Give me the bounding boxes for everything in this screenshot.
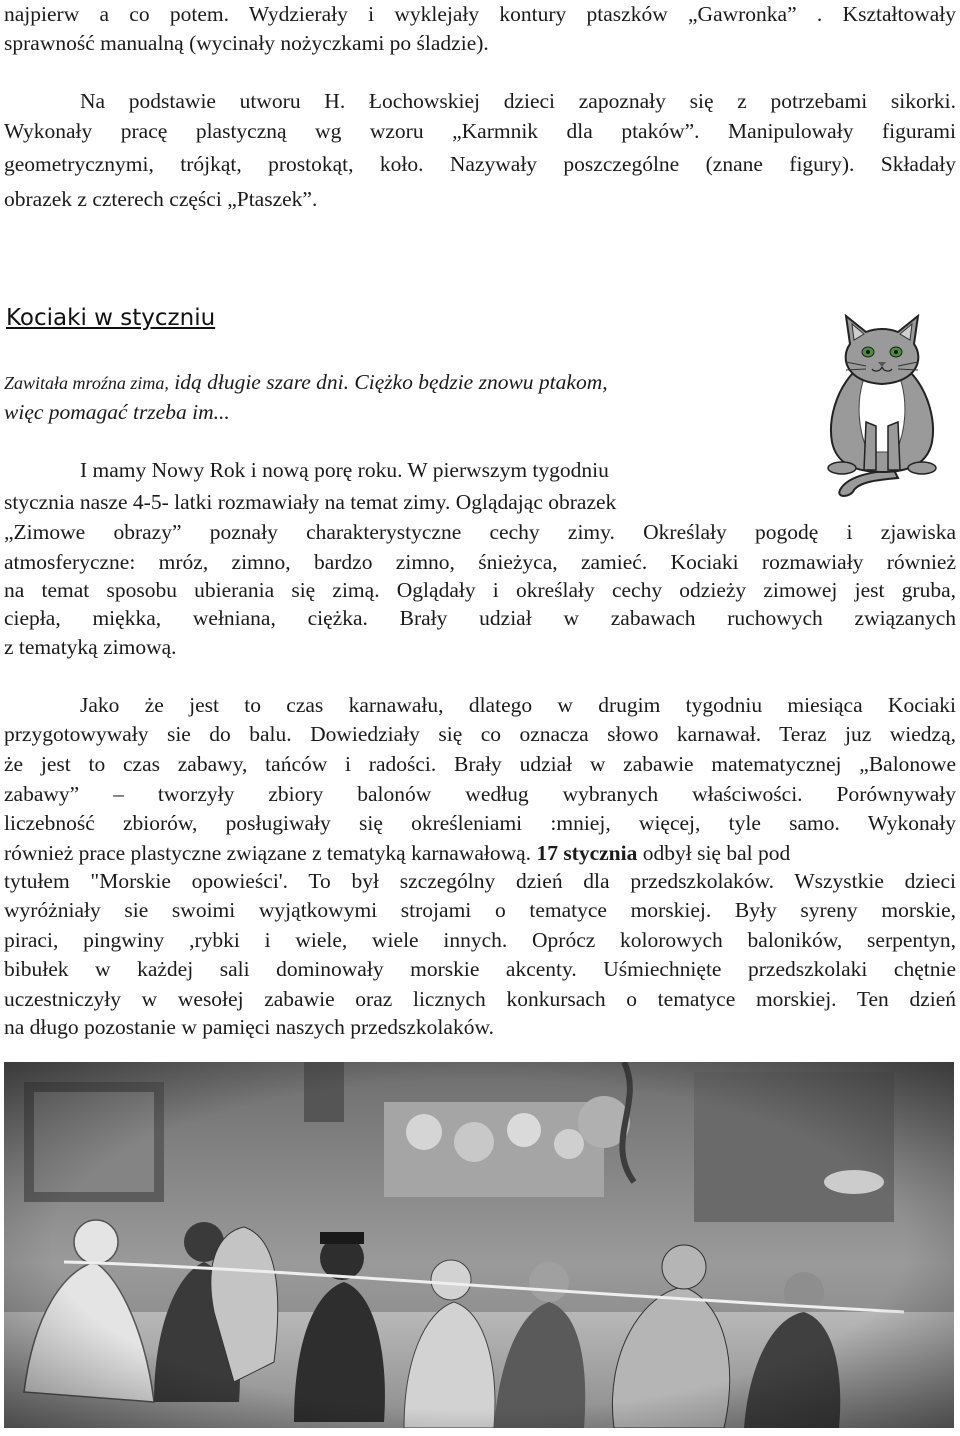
para2-line: wyróżniały sie swoimi wyjątkowymi strojami o tematyce morskiej. Były syreny morskie, xyxy=(4,898,956,922)
para1-line: „Zimowe obrazy” poznały charakterystyczne cechy zimy. Określały pogodę i zjawiska xyxy=(4,520,956,544)
para2-line: liczebność zbiorów, posługiwały się określeniami :mniej, więcej, tyle samo. Wykonały xyxy=(4,811,956,835)
section-title: Kociaki w styczniu xyxy=(6,305,216,331)
event-date: 17 stycznia xyxy=(536,841,638,865)
intro-line: Na podstawie utworu H. Łochowskiej dzieci zapoznały się z potrzebami sikorki. xyxy=(80,89,956,113)
poem-line xyxy=(4,368,752,398)
para2-line xyxy=(4,839,956,868)
poem-line-rest: idą długie szare dni. Ciężko będzie znowu ptakom, xyxy=(168,370,608,394)
intro-line: obrazek z czterech części „Ptaszek”. xyxy=(4,187,318,211)
para1-line: z tematyką zimową. xyxy=(4,635,177,659)
para2-line: zabawy” – tworzyły zbiory balonów według wybranych właściwości. Porównywały xyxy=(4,782,956,806)
intro-line: Wykonały pracę plastyczną wg wzoru „Karmnik dla ptaków”. Manipulowały figurami xyxy=(4,119,956,143)
poem-line: więc pomagać trzeba im... xyxy=(4,400,230,424)
para2-line: że jest to czas zabawy, tańców i radości. Brały udział w zabawie matematycznej „Balonowe xyxy=(4,752,956,776)
para2-line: tytułem "Morskie opowieści'. To był szczególny dzień dla przedszkolaków. Wszystkie dzieci xyxy=(4,869,956,893)
intro-line: sprawność manualną (wycinały nożyczkami po śladzie). xyxy=(4,31,489,55)
para2-line: piraci, pingwiny ,rybki i wiele, wiele innych. Oprócz kolorowych baloników, serpentyn, xyxy=(4,928,956,952)
intro-line: najpierw a co potem. Wydzierały i wyklejały kontury ptaszków „Gawronka” . Kształtowały xyxy=(4,2,956,26)
para2-line: bibułek w każdej sali dominowały morskie akcenty. Uśmiechnięte przedszkolaki chętnie xyxy=(4,957,956,981)
poem-line-start: Zawitała mroźna zima, xyxy=(4,373,169,393)
para1-line: atmosferyczne: mróz, zimno, bardzo zimno, śnieżyca, zamieć. Kociaki rozmawiały również xyxy=(4,550,956,574)
para1-line: I mamy Nowy Rok i nową porę roku. W pierwszym tygodniu xyxy=(80,458,609,482)
para1-line: na temat sposobu ubierania się zimą. Oglądały i określały cechy odzieży zimowej jest gruba, xyxy=(4,578,956,602)
intro-line: geometrycznymi, trójkąt, prostokąt, koło. Nazywały poszczególne (znane figury). Składały xyxy=(4,152,956,176)
para1-line: stycznia nasze 4-5- latki rozmawiały na temat zimy. Oglądając obrazek xyxy=(4,490,617,514)
carnival-photo xyxy=(4,1062,954,1428)
para1-line: ciepła, miękka, wełniana, ciężka. Brały udział w zabawach ruchowych związanych xyxy=(4,606,956,630)
para2-line: Jako że jest to czas karnawału, dlatego w drugim tygodniu miesiąca Kociaki xyxy=(80,693,956,717)
para2-line: przygotowywały sie do balu. Dowiedziały się co oznacza słowo karnawał. Teraz juz wiedzą, xyxy=(4,722,956,746)
para2-line-text: również prace plastyczne związane z tematyką karnawałową. xyxy=(4,841,532,865)
para2-line: na długo pozostanie w pamięci naszych przedszkolaków. xyxy=(4,1015,494,1039)
para2-line-text: odbył się bal pod xyxy=(637,841,791,865)
para2-line: uczestniczyły w wesołej zabawie oraz licznych konkursach o tematyce morskiej. Ten dzień xyxy=(4,987,956,1011)
